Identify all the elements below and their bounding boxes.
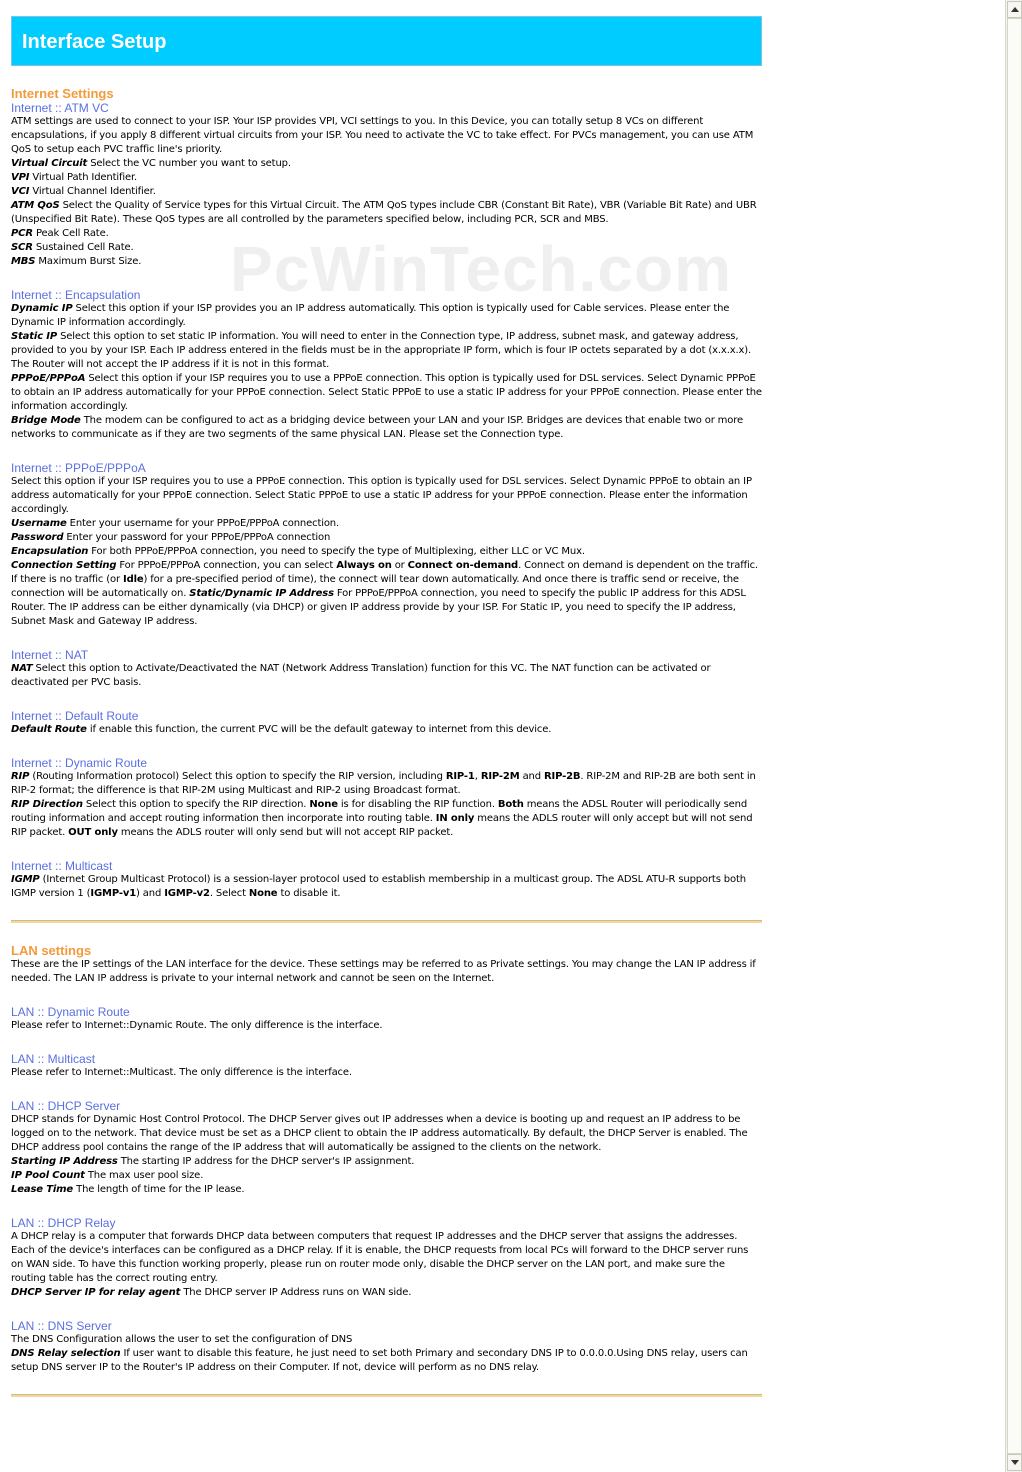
default-route-title: Internet :: Default Route bbox=[11, 709, 139, 723]
pppoe-password: Password Enter your password for your PPPoE/PPPoA connection bbox=[11, 532, 331, 543]
dhcp-relay-agent: DHCP Server IP for relay agent The DHCP server IP Address runs on WAN side. bbox=[11, 1287, 412, 1298]
scroll-down-icon bbox=[1011, 1460, 1019, 1465]
scroll-up-icon bbox=[1011, 7, 1019, 12]
dhcp-starting-ip: Starting IP Address The starting IP address for the DHCP server's IP assignment. bbox=[11, 1156, 415, 1167]
lan-settings-heading: LAN settings bbox=[11, 943, 92, 958]
pppoe-connection-setting: Connection Setting For PPPoE/PPPoA connection, you can select Always on or Connect on-demand. Connect on demand is dependent on the traffic. If there is no traffic (or Idle) for a pre-specified period of time), the connect will tear down automatically. And once there is traffic send or receive, the connection will be automatically on. Static/Dynamic IP Address For PPPoE/PPPoA connection, you need to specify the public IP address for this ADSL Router. The IP address can be either dynamically (via DHCP) or given IP address provide by your ISP. For Static IP, you need to specify the IP address, Subnet Mask and Gateway IP address. bbox=[11, 560, 758, 627]
dhcp-relay-title: LAN :: DHCP Relay bbox=[11, 1216, 116, 1230]
scrollbar-thumb[interactable] bbox=[1007, 18, 1022, 1454]
lan-multicast-desc: Please refer to Internet::Multicast. The only difference is the interface. bbox=[11, 1067, 352, 1078]
encap-dynamic-ip: Dynamic IP Select this option if your ISP provides you an IP address automatically. This option is typically used for Cable services. Please enter the Dynamic IP information accordingly. bbox=[11, 303, 730, 328]
encap-pppoe: PPPoE/PPPoA Select this option if your ISP requires you to use a PPPoE connection. This option is typically used for DSL services. Select Dynamic PPPoE to obtain an IP address automatically for your PPPoE connection. Select Static PPPoE to use a static IP address for your PPPoE connection. Please enter the information accordingly. bbox=[11, 373, 762, 412]
atm-qos-item: ATM QoS Select the Quality of Service types for this Virtual Circuit. The ATM QoS types include CBR (Constant Bit Rate), VBR (Variable Bit Rate) and UBR (Unspecified Bit Rate). These QoS types are all controlled by the parameters specified below, including PCR, SCR and MBS. bbox=[11, 200, 757, 225]
dhcp-relay-intro: A DHCP relay is a computer that forwards DHCP data between computers that request IP addresses and the DHCP server that assigns the addresses. Each of the device's interfaces can be configured as a DHCP relay. If it is enable, the DHCP requests from local PCs will forward to the DHCP server runs on WAN side. To have this function working properly, please run on router mode only, disable the DHCP server on the LAN port, and make sure the routing table has the correct routing entry. bbox=[11, 1231, 749, 1284]
pppoe-intro: Select this option if your ISP requires you to use a PPPoE connection. This option is typically used for DSL services. Select Dynamic PPPoE to obtain an IP address automatically for your PPPoE connection. Select Static PPPoE to use a static IP address for your PPPoE connection. Please enter the information accordingly. bbox=[11, 476, 752, 515]
encapsulation-title: Internet :: Encapsulation bbox=[11, 288, 141, 302]
dynamic-route-direction: RIP Direction Select this option to specify the RIP direction. None is for disabling the RIP function. Both means the ADSL Router will periodically send routing information and accept routing information then incorporate into routing table. IN only means the ADLS router will only accept but will not send RIP packet. OUT only means the ADLS router will only send but will not accept RIP packet. bbox=[11, 799, 753, 838]
dns-server-intro: The DNS Configuration allows the user to set the configuration of DNS bbox=[11, 1334, 353, 1345]
atm-vc-intro: ATM settings are used to connect to your ISP. Your ISP provides VPI, VCI settings to you. In this Device, you can totally setup 8 VCs on different encapsulations, if you apply 8 different virtual circuits from your ISP. You need to activate the VC to take effect. For PVCs management, you can use ATM QoS to setup each PVC traffic line's priority. bbox=[11, 116, 754, 155]
atm-mbs-item: MBS Maximum Burst Size. bbox=[11, 256, 142, 267]
atm-vc-title: Internet :: ATM VC bbox=[11, 101, 109, 115]
atm-pcr-item: PCR Peak Cell Rate. bbox=[11, 228, 109, 239]
dynamic-route-title: Internet :: Dynamic Route bbox=[11, 756, 148, 770]
page-title: Interface Setup bbox=[22, 31, 167, 53]
vertical-scrollbar[interactable] bbox=[1005, 0, 1022, 1472]
atm-vci-item: VCI Virtual Channel Identifier. bbox=[11, 186, 156, 197]
internet-settings-heading: Internet Settings bbox=[11, 86, 114, 101]
nat-desc: NAT Select this option to Activate/Deactivated the NAT (Network Address Translation) function for this VC. The NAT function can be activated or deactivated per PVC basis. bbox=[11, 663, 711, 688]
lan-intro: These are the IP settings of the LAN interface for the device. These settings may be referred to as Private settings. You may change the LAN IP address if needed. The LAN IP address is private to your internal network and cannot be seen on the Internet. bbox=[11, 959, 756, 984]
scroll-down-button[interactable] bbox=[1007, 1454, 1022, 1471]
lan-multicast-title: LAN :: Multicast bbox=[11, 1052, 96, 1066]
lan-dynamic-route-desc: Please refer to Internet::Dynamic Route. The only difference is the interface. bbox=[11, 1020, 383, 1031]
pppoe-encapsulation: Encapsulation For both PPPoE/PPPoA connection, you need to specify the type of Multiplexing, either LLC or VC Mux. bbox=[11, 546, 585, 557]
dns-relay-selection: DNS Relay selection If user want to disable this feature, he just need to set both Primary and secondary DNS IP to 0.0.0.0.Using DNS relay, users can setup DNS server IP to the Router's IP address on their Computer. If not, device will perform as no DNS relay. bbox=[11, 1348, 748, 1373]
encap-bridge: Bridge Mode The modem can be configured to act as a bridging device between your LAN and your ISP. Bridges are devices that enable two or more networks to communicate as if they are two segments of the same physical LAN. Please set the Connection type. bbox=[11, 415, 743, 440]
dhcp-lease-time: Lease Time The length of time for the IP lease. bbox=[11, 1184, 245, 1195]
section-divider bbox=[11, 920, 762, 923]
lan-section bbox=[11, 943, 762, 1375]
internet-section bbox=[11, 86, 762, 901]
dhcp-server-intro: DHCP stands for Dynamic Host Control Protocol. The DHCP Server gives out IP addresses when a device is booting up and request an IP address to be logged on to the network. That device must be set as a DHCP client to obtain the IP address automatically. By default, the DHCP Server is enabled. The DHCP address pool contains the range of the IP address that will automatically be assigned to the clients on the network. bbox=[11, 1114, 748, 1153]
watermark: PcWinTech.com bbox=[230, 233, 732, 305]
pppoe-title: Internet :: PPPoE/PPPoA bbox=[11, 461, 146, 475]
encap-static-ip: Static IP Select this option to set static IP information. You will need to enter in the Connection type, IP address, subnet mask, and gateway address, provided to you by your ISP. Each IP address entered in the fields must be in the appropriate IP form, which is four IP octets separated by a dot (x.x.x.x). The Router will not accept the IP address if it is not in this format. bbox=[11, 331, 752, 370]
dhcp-server-title: LAN :: DHCP Server bbox=[11, 1099, 121, 1113]
dhcp-pool-count: IP Pool Count The max user pool size. bbox=[11, 1170, 204, 1181]
lan-dynamic-route-title: LAN :: Dynamic Route bbox=[11, 1005, 130, 1019]
pppoe-username: Username Enter your username for your PPPoE/PPPoA connection. bbox=[11, 518, 340, 529]
help-content bbox=[11, 16, 762, 1397]
dynamic-route-rip: RIP (Routing Information protocol) Select this option to specify the RIP version, including RIP-1, RIP-2M and RIP-2B. RIP-2M and RIP-2B are both sent in RIP-2 format; the difference is that RIP-2M using Multicast and RIP-2 using Broadcast format. bbox=[11, 771, 756, 796]
default-route-desc: Default Route if enable this function, the current PVC will be the default gateway to internet from this device. bbox=[11, 724, 552, 735]
multicast-title: Internet :: Multicast bbox=[11, 859, 113, 873]
bottom-divider bbox=[11, 1394, 762, 1397]
atm-scr-item: SCR Sustained Cell Rate. bbox=[11, 242, 134, 253]
multicast-desc: IGMP (Internet Group Multicast Protocol) is a session-layer protocol used to establish membership in a multicast group. The ADSL ATU-R supports both IGMP version 1 (IGMP-v1) and IGMP-v2. Select None to disable it. bbox=[11, 874, 746, 899]
scroll-up-button[interactable] bbox=[1007, 1, 1022, 18]
atm-vc-item: Virtual Circuit Select the VC number you want to setup. bbox=[11, 158, 291, 169]
nat-title: Internet :: NAT bbox=[11, 648, 89, 662]
page-title-banner bbox=[11, 16, 762, 66]
dns-server-title: LAN :: DNS Server bbox=[11, 1319, 112, 1333]
atm-vpi-item: VPI Virtual Path Identifier. bbox=[11, 172, 138, 183]
